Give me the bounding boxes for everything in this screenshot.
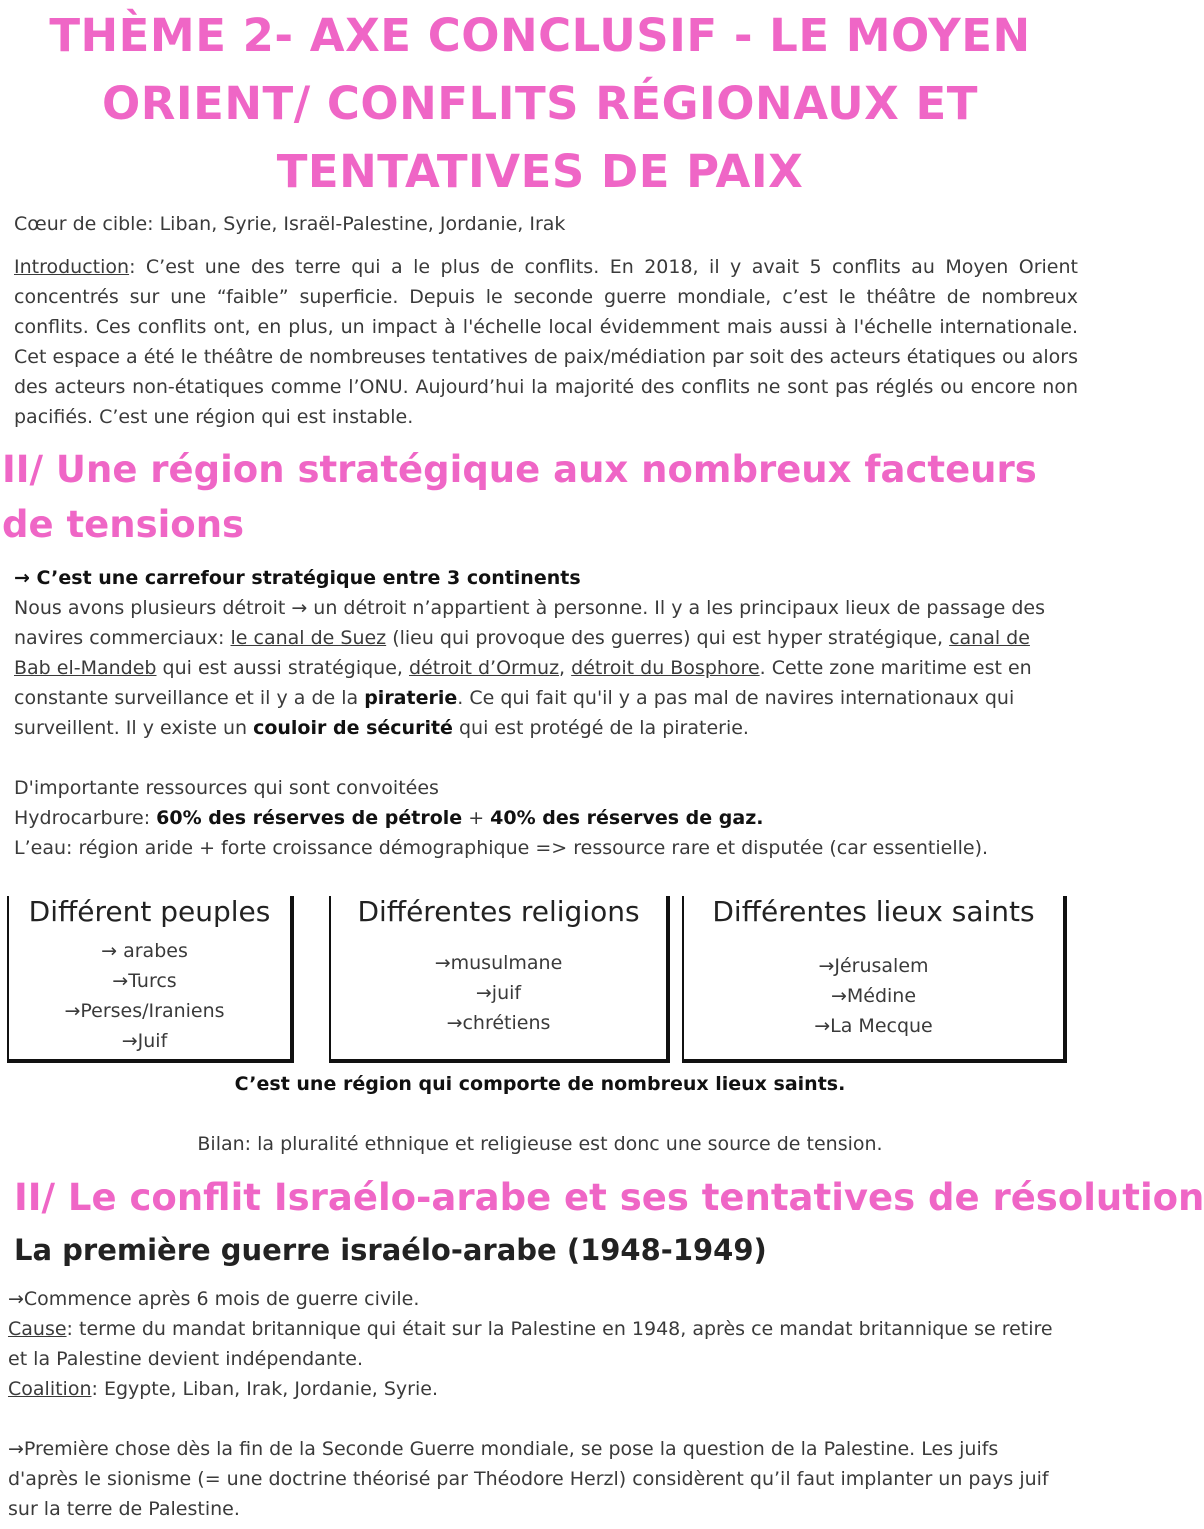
petrole-bold: 60% des réserves de pétrole [156, 807, 463, 829]
gaz-bold: 40% des réserves de gaz. [490, 807, 764, 829]
list-item: →Juif [121, 1030, 168, 1052]
piraterie-bold: piraterie [364, 687, 458, 709]
box-title: Différentes lieux saints [684, 894, 1063, 930]
carrefour-line [14, 563, 1078, 593]
section-heading-2: II/ Le conflit Israélo-arabe et ses tentatives de résolution [14, 1176, 1204, 1219]
text-span: + [462, 807, 491, 829]
text-span: . Cette zone maritime est en constante surveillance et il y a de la [14, 657, 1032, 709]
box-religions [329, 896, 670, 1063]
text-span: qui est protégé de la piraterie. [452, 717, 749, 739]
premiere-chose-paragraph: →Première chose dès la fin de la Seconde Guerre mondiale, se pose la question de la Palestine. Les juifs d'après le sionisme (= une doctrine théorisé par Théodore Herzl) considèrent qu’il faut implanter un pays juif sur la terre de Palestine. [8, 1438, 1049, 1520]
box-title: Différentes religions [331, 894, 666, 930]
detroits-paragraph [14, 593, 1064, 743]
box-title: Différent peuples [9, 894, 290, 930]
bosphore-link: détroit du Bosphore [571, 657, 760, 679]
text-span: . Ce qui fait qu'il y a pas mal de navires internationaux qui surveillent. Il y existe un [14, 687, 1015, 739]
target-countries: Cœur de cible: Liban, Syrie, Israël-Palestine, Jordanie, Irak [14, 213, 566, 235]
introduction-label: Introduction [14, 256, 130, 278]
box-list [684, 951, 1063, 1041]
list-item: →Turcs [112, 970, 177, 992]
bab-el-mandeb-link: canal de Bab el-Mandeb [14, 627, 1030, 679]
suez-link: le canal de Suez [230, 627, 387, 649]
carrefour-text: → C’est une carrefour stratégique entre 3 continents [14, 567, 581, 589]
title-line: THÈME 2- AXE CONCLUSIF - LE MOYEN [49, 9, 1031, 62]
page-title [0, 2, 1080, 206]
text-span: Hydrocarbure: [14, 807, 157, 829]
coalition-label: Coalition [8, 1378, 92, 1400]
commence-line: →Commence après 6 mois de guerre civile. [8, 1288, 420, 1310]
subheading-premiere-guerre: La première guerre israélo-arabe (1948-1949) [14, 1233, 767, 1267]
title-line: TENTATIVES DE PAIX [276, 145, 804, 198]
introduction-text: : C’est une des terre qui a le plus de conflits. En 2018, il y avait 5 conflits au Moyen Orient concentrés sur une “faible” superficie. Depuis le seconde guerre mondiale, c’est le théâtre de nombreux conflits. Ces conflits ont, en plus, un impact à l'échelle local évidemment mais aussi à l'échelle internationale. Cet espace a été le théâtre de nombreuses tentatives de paix/médiation par soit des acteurs étatiques ou alors des acteurs non-étatiques comme l’ONU. Aujourd’hui la majorité des conflits ne sont pas réglés ou encore non pacifiés. C’est une région qui est instable. [14, 256, 1078, 428]
bilan: Bilan: la pluralité ethnique et religieuse est donc une source de tension. [197, 1133, 883, 1155]
couloir-bold: couloir de sécurité [253, 717, 453, 739]
resources-heading: D'importante ressources qui sont convoitées [14, 777, 439, 799]
eau-line: L’eau: région aride + forte croissance démographique => ressource rare et disputée (car essentielle). [14, 837, 989, 859]
list-item: → arabes [101, 940, 188, 962]
section-heading-1: II/ Une région stratégique aux nombreux facteurs de tensions [2, 448, 1037, 546]
introduction-paragraph [14, 252, 1078, 432]
text-span: , [559, 657, 572, 679]
box-list [331, 948, 666, 1038]
text-span: qui est aussi stratégique, [156, 657, 409, 679]
text-span: (lieu qui provoque des guerres) qui est hyper stratégique, [386, 627, 950, 649]
box-lieux-saints [682, 896, 1067, 1063]
coalition-paragraph [8, 1374, 1074, 1404]
ormuz-link: détroit d’Ormuz [409, 657, 560, 679]
list-item: →La Mecque [814, 1015, 933, 1037]
box-peuples [7, 896, 294, 1063]
list-item: →Jérusalem [818, 955, 929, 977]
hydrocarbure-line [14, 803, 1078, 833]
text-span: Nous avons plusieurs détroit → un détroit n’appartient à personne. Il y a les principaux lieux de passage des navires commerciaux: [14, 597, 1045, 649]
coalition-text: : Egypte, Liban, Irak, Jordanie, Syrie. [91, 1378, 438, 1400]
list-item: →juif [475, 982, 522, 1004]
list-item: →musulmane [434, 952, 563, 974]
list-item: →Médine [830, 985, 917, 1007]
title-line: ORIENT/ CONFLITS RÉGIONAUX ET [102, 77, 978, 130]
lieux-saints-summary: C’est une région qui comporte de nombreux lieux saints. [234, 1073, 846, 1095]
box-list [0, 936, 290, 1056]
cause-text: : terme du mandat britannique qui était sur la Palestine en 1948, après ce mandat britannique se retire et la Palestine devient indépendante. [8, 1318, 1053, 1370]
cause-paragraph [8, 1314, 1074, 1374]
list-item: →chrétiens [446, 1012, 551, 1034]
cause-label: Cause [8, 1318, 67, 1340]
list-item: →Perses/Iraniens [64, 1000, 225, 1022]
